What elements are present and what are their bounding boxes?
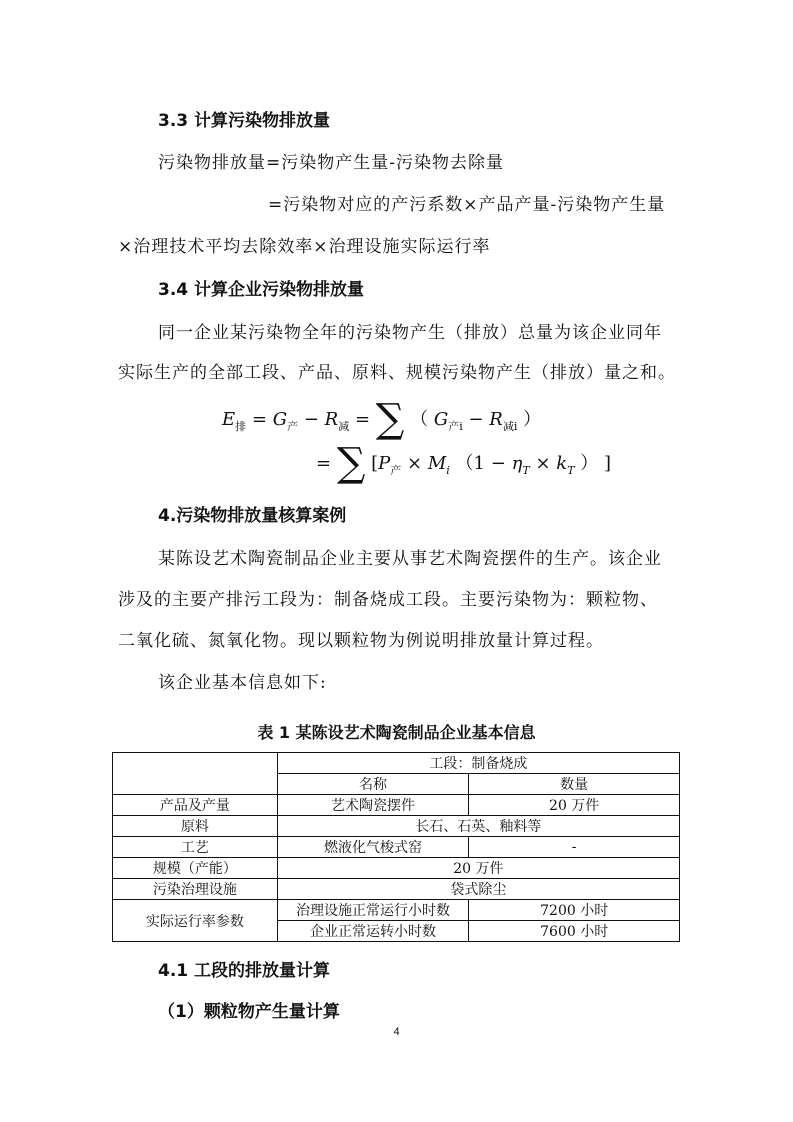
formula-lparen-1: （ bbox=[410, 409, 429, 430]
formula-r: R bbox=[324, 409, 339, 430]
enterprise-info-table bbox=[112, 752, 680, 942]
section-4-1-heading: 4.1 工段的排放量计算 bbox=[158, 961, 331, 981]
formula-g2-sub: 产 bbox=[448, 420, 460, 433]
s33-line-1: 污染物排放量=污染物产生量-污染物去除量 bbox=[158, 153, 504, 173]
formula-g-sub: 产 bbox=[287, 420, 299, 433]
s4-para-line-3: 二氧化硫、氮氧化物。现以颗粒物为例说明排放量计算过程。 bbox=[118, 631, 604, 651]
row-process-label: 工艺 bbox=[113, 837, 278, 858]
row-treat-label: 污染治理设施 bbox=[113, 879, 278, 900]
formula-eta: η bbox=[511, 453, 523, 474]
formula-line-1 bbox=[222, 392, 542, 442]
formula-e: E bbox=[222, 409, 236, 430]
row-scale-label: 规模（产能） bbox=[113, 858, 278, 879]
formula-rparen-1: ） bbox=[523, 409, 542, 430]
table-row bbox=[113, 900, 680, 921]
formula-m-sub: i bbox=[446, 464, 450, 477]
formula-m: M bbox=[427, 453, 447, 474]
page-number: 4 bbox=[393, 1026, 400, 1038]
formula-sigma-2: ∑ bbox=[336, 440, 366, 486]
row-rate2-name: 企业正常运转小时数 bbox=[277, 921, 469, 942]
section-4-heading: 4.污染物排放量核算案例 bbox=[158, 506, 347, 526]
formula-p-sub: 产 bbox=[390, 464, 402, 477]
formula-sigma-1: ∑ bbox=[375, 396, 405, 442]
row-process-name: 燃液化气梭式窑 bbox=[277, 837, 469, 858]
formula-e-sub: 排 bbox=[235, 420, 247, 433]
row-rate-label: 实际运行率参数 bbox=[113, 900, 278, 942]
formula-times-1: × bbox=[407, 453, 423, 474]
formula-eta-sub: T bbox=[522, 464, 530, 477]
section-3-4-heading: 3.4 计算企业污染物排放量 bbox=[158, 280, 365, 300]
table-caption: 表 1 某陈设艺术陶瓷制品企业基本信息 bbox=[257, 723, 536, 742]
row-scale-value: 20 万件 bbox=[277, 858, 679, 879]
formula-minus-3: − bbox=[490, 453, 506, 474]
formula-g: G bbox=[272, 409, 288, 430]
row-product-qty: 20 万件 bbox=[469, 795, 680, 816]
row-product-label: 产品及产量 bbox=[113, 795, 278, 816]
formula-r2-sub: 减 bbox=[502, 420, 514, 433]
s34-para-line-1: 同一企业某污染物全年的污染物产生（排放）总量为该企业同年 bbox=[158, 323, 662, 343]
table-col-name-header: 名称 bbox=[277, 774, 469, 795]
formula-one: 1 bbox=[473, 453, 485, 474]
s4-para-line-2: 涉及的主要产排污工段为：制备烧成工段。主要污染物为：颗粒物、 bbox=[118, 590, 658, 610]
row-rate2-value: 7600 小时 bbox=[469, 921, 680, 942]
section-4-1-subheading: （1）颗粒物产生量计算 bbox=[158, 1002, 340, 1022]
formula-r2-i: i bbox=[513, 420, 518, 433]
row-rate1-name: 治理设施正常运行小时数 bbox=[277, 900, 469, 921]
row-rate1-value: 7200 小时 bbox=[469, 900, 680, 921]
s4-para-2: 该企业基本信息如下: bbox=[158, 673, 327, 693]
formula-g-2: G bbox=[433, 409, 449, 430]
s34-para-line-2: 实际生产的全部工段、产品、原料、规模污染物产生（排放）量之和。 bbox=[118, 363, 676, 383]
table-row bbox=[113, 816, 680, 837]
s4-para-line-1: 某陈设艺术陶瓷制品企业主要从事艺术陶瓷摆件的生产。该企业 bbox=[158, 549, 662, 569]
table-col-qty-header: 数量 bbox=[469, 774, 680, 795]
row-product-name: 艺术陶瓷摆件 bbox=[277, 795, 469, 816]
table-row bbox=[113, 795, 680, 816]
formula-eq-1: = bbox=[251, 409, 267, 430]
s33-line-2: =污染物对应的产污系数×产品产量-污染物产生量 bbox=[268, 195, 666, 215]
row-material-value: 长石、石英、釉料等 bbox=[277, 816, 679, 837]
formula-eq-2: = bbox=[354, 409, 371, 430]
formula-lparen-2: （ bbox=[455, 453, 474, 474]
formula-rparen-2: ） bbox=[580, 453, 599, 474]
formula-times-2: × bbox=[535, 453, 551, 474]
row-process-qty: - bbox=[469, 837, 680, 858]
table-corner-cell bbox=[113, 753, 278, 795]
row-material-label: 原料 bbox=[113, 816, 278, 837]
table-row bbox=[113, 858, 680, 879]
s33-line-3: ×治理技术平均去除效率×治理设施实际运行率 bbox=[118, 237, 491, 257]
formula-lbracket: [ bbox=[371, 453, 379, 474]
row-treat-value: 袋式除尘 bbox=[277, 879, 679, 900]
section-3-3-heading: 3.3 计算污染物排放量 bbox=[158, 111, 331, 131]
formula-r-2: R bbox=[489, 409, 503, 430]
table-row bbox=[113, 879, 680, 900]
table-section-header: 工段：制备烧成 bbox=[277, 753, 679, 774]
formula-line-2 bbox=[316, 436, 612, 486]
formula-r-sub: 减 bbox=[338, 420, 350, 433]
formula-rbracket: ] bbox=[604, 453, 612, 474]
formula-eq-3: = bbox=[316, 453, 332, 474]
formula-g2-i: i bbox=[459, 420, 463, 433]
table-row bbox=[113, 753, 680, 774]
formula-minus-1: − bbox=[303, 409, 319, 430]
formula-k-sub: T bbox=[567, 464, 575, 477]
formula-k: k bbox=[556, 453, 568, 474]
table-row bbox=[113, 837, 680, 858]
formula-minus-2: − bbox=[468, 409, 484, 430]
formula-p: P bbox=[378, 453, 391, 474]
